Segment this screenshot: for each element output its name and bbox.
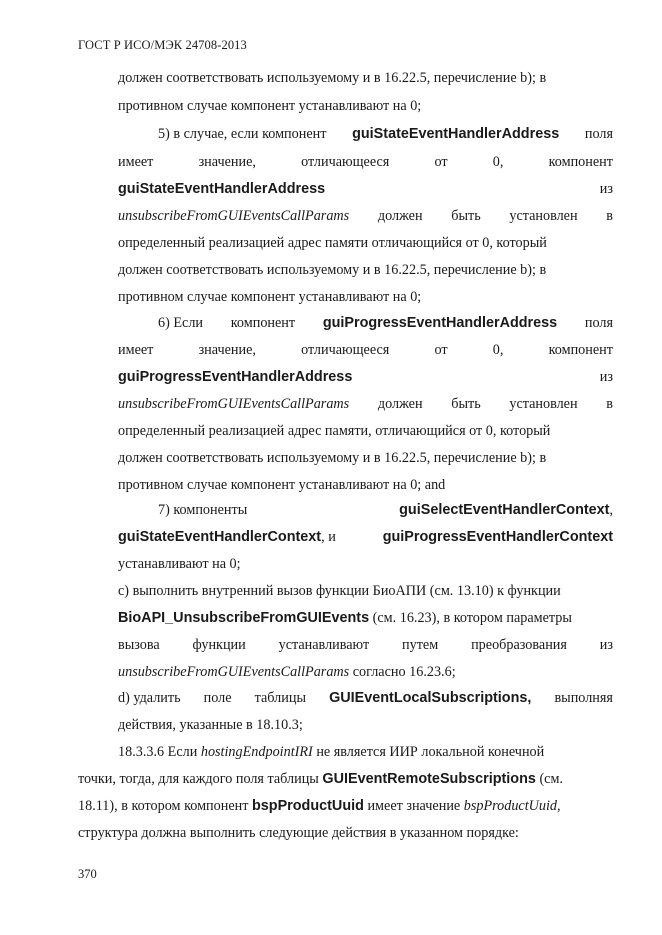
text-line: устанавливают на 0; (118, 556, 241, 572)
text-line: 18.11), в котором компонент bspProductUuid имеет значение bspProductUuid, (78, 798, 561, 814)
text-line: вызова функции устанавливают путем преобразования из (118, 637, 613, 653)
param-term: hostingEndpointIRI (200, 744, 313, 760)
code-term: guiStateEventHandlerContext (118, 529, 322, 545)
text-line: имеет значение, отличающееся от 0, компонент (118, 342, 613, 358)
text-line: unsubscribeFromGUIEventsCallParams должен быть установлен в (118, 208, 613, 224)
section-18-3-3-6: 18.3.3.6 Если hostingEndpointIRI не является ИИР локальной конечной (118, 744, 545, 760)
list-item-5: 5) в случае, если компонент guiStateEventHandlerAddress поля (158, 126, 613, 142)
text-line: должен соответствовать используемому и в 16.22.5, перечисление b); в (118, 262, 547, 278)
page-number: 370 (78, 867, 97, 881)
list-item-d: d) удалить поле таблицы GUIEventLocalSubscriptions, выполняя (118, 690, 613, 706)
text-line: действия, указанные в 18.10.3; (118, 717, 303, 733)
text-line: противном случае компонент устанавливают на 0; and (118, 477, 446, 493)
param-term: unsubscribeFromGUIEventsCallParams (118, 664, 350, 680)
text-line: структура должна выполнить следующие действия в указанном порядке: (78, 825, 519, 841)
code-term: bspProductUuid (251, 798, 364, 814)
list-item-c: с) выполнить внутренний вызов функции БиоАПИ (см. 13.10) к функции (118, 583, 561, 599)
code-term: guiProgressEventHandlerAddress (322, 315, 558, 331)
text-line: определенный реализацией адрес памяти отличающийся от 0, который (118, 235, 547, 251)
text-line: должен соответствовать используемому и в 16.22.5, перечисление b); в (118, 70, 547, 86)
text-line: BioAPI_UnsubscribeFromGUIEvents (см. 16.23), в котором параметры (118, 610, 572, 626)
document-header: ГОСТ Р ИСО/МЭК 24708-2013 (78, 38, 247, 52)
text-line: unsubscribeFromGUIEventsCallParams согласно 16.23.6; (118, 664, 456, 680)
text-line: противном случае компонент устанавливают на 0; (118, 289, 422, 305)
text-line: guiStateEventHandlerContext, и guiProgressEventHandlerContext (118, 529, 613, 545)
code-term: GUIEventLocalSubscriptions, (329, 690, 532, 706)
code-term: guiStateEventHandlerAddress (352, 126, 560, 142)
text-line: должен соответствовать используемому и в 16.22.5, перечисление b); в (118, 450, 547, 466)
code-term: guiProgressEventHandlerContext (382, 529, 613, 545)
param-term: unsubscribeFromGUIEventsCallParams (118, 396, 350, 412)
list-item-7: 7) компоненты guiSelectEventHandlerContext, (158, 502, 613, 518)
text-line: guiStateEventHandlerAddress из (118, 181, 613, 197)
code-term: guiSelectEventHandlerContext (399, 502, 610, 518)
text-line: противном случае компонент устанавливают на 0; (118, 98, 422, 114)
text-line: guiProgressEventHandlerAddress из (118, 369, 613, 385)
text-line: имеет значение, отличающееся от 0, компонент (118, 154, 613, 170)
code-term: guiStateEventHandlerAddress (118, 181, 326, 197)
code-term: BioAPI_UnsubscribeFromGUIEvents (118, 610, 370, 626)
code-term: guiProgressEventHandlerAddress (118, 369, 353, 385)
text-line: точки, тогда, для каждого поля таблицы GUIEventRemoteSubscriptions (см. (78, 771, 563, 787)
text-line: определенный реализацией адрес памяти, отличающийся от 0, который (118, 423, 551, 439)
text-line: unsubscribeFromGUIEventsCallParams должен быть установлен в (118, 396, 613, 412)
param-term: bspProductUuid (463, 798, 558, 814)
list-item-6: 6) Если компонент guiProgressEventHandlerAddress поля (158, 315, 613, 331)
code-term: GUIEventRemoteSubscriptions (322, 771, 536, 787)
param-term: unsubscribeFromGUIEventsCallParams (118, 208, 350, 224)
